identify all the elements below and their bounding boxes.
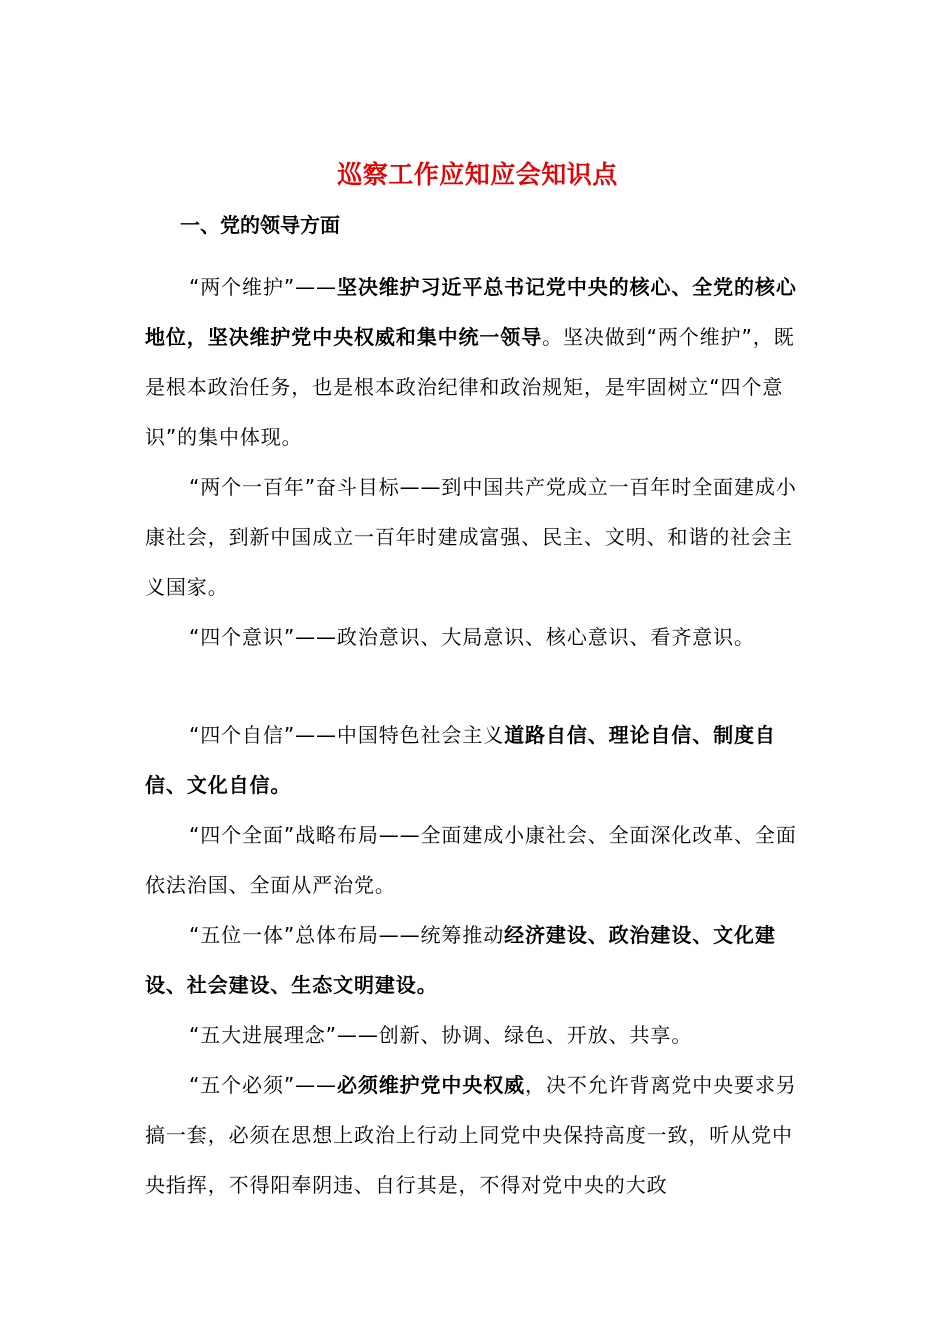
paragraph-four-comprehensives [145, 810, 810, 910]
bold-text-segment: 必须维护党中央权威 [336, 1073, 526, 1097]
text-segment: “四个全面”战略布局——全面建成小康社会、全面深化改革、全面依法治国、全面从严治党。 [145, 823, 797, 897]
text-segment: ，决不允许背离党中央要求另搞一套，必须在思想上政治上行动上同党中央保持高度一致，听从党中央指挥，不得阳奉阴违、自行其是，不得对党中央的大政 [145, 1073, 797, 1197]
text-segment: “五大进展理念”——创新、协调、绿色、开放、共享。 [189, 1023, 693, 1047]
text-segment: “四个意识”——政治意识、大局意识、核心意识、看齐意识。 [189, 625, 755, 649]
bold-text-segment: 经济建设、政治建设、文化建设、社会建设、生态文明建设。 [145, 923, 776, 997]
text-segment: “五位一体”总体布局——统筹推动 [189, 923, 505, 947]
paragraph-two-safeguards [145, 262, 810, 462]
text-segment: “两个一百年”奋斗目标——到中国共产党成立一百年时全面建成小康社会，到新中国成立一百年时建成富强、民主、文明、和谐的社会主义国家。 [145, 475, 797, 599]
section-heading: 一、党的领导方面 [180, 213, 340, 237]
paragraph-two-centenary-goals [145, 462, 810, 612]
bold-text-segment: 道路自信、理论自信、制度自信、文化自信。 [145, 723, 776, 797]
paragraph-four-confidences [145, 710, 810, 810]
paragraph-five-development-concepts [145, 1010, 810, 1060]
paragraph-four-consciousness [145, 612, 810, 662]
paragraph-five-musts [145, 1060, 810, 1210]
bold-text-segment: 坚决维护习近平总书记党中央的核心、全党的核心地位，坚决维护党中央权威和集中统一领导 [145, 275, 797, 349]
document-page [145, 150, 810, 1210]
paragraph-five-in-one [145, 910, 810, 1010]
blank-line [145, 662, 810, 710]
document-title: 巡察工作应知应会知识点 [337, 160, 618, 189]
text-segment: 。坚决做到“两个维护”，既是根本政治任务，也是根本政治纪律和政治规矩，是牢固树立“四个意识”的集中体现。 [145, 325, 795, 449]
text-segment: “两个维护”—— [189, 275, 337, 299]
text-segment: “五个必须”—— [189, 1073, 337, 1097]
text-segment: “四个自信”——中国特色社会主义 [189, 723, 505, 747]
